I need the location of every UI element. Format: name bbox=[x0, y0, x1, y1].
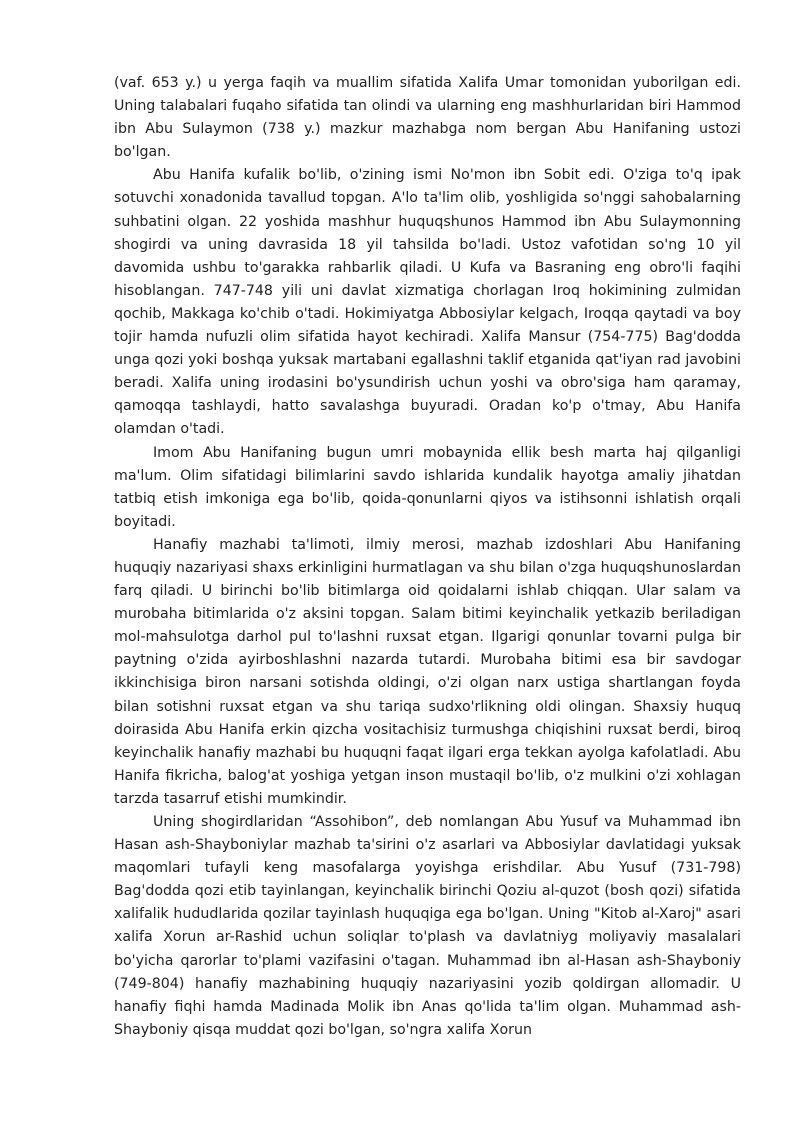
paragraph-5: Uning shogirdlaridan “Assohibon”, deb nomlangan Abu Yusuf va Muhammad ibn Hasan ash-Shayboniylar mazhab ta'sirini o'z asarlari va Abbosiylar davlatidagi yuksak maqomlari tufayli keng masofalarga yoyishga erishdilar. Abu Yusuf (731-798) Bag'dodda qozi etib tayinlangan, keyinchalik birinchi Qoziu al-quzot (bosh qozi) sifatida xalifalik hududlarida qozilar tayinlash huquqiga ega bo'lgan. Uning "Kitob al-Xaroj" asari xalifa Xorun ar-Rashid uchun soliqlar to'plash va davlatniyg moliyaviy masalalari bo'yicha qarorlar to'plami vazifasini o'tagan. Muhammad ibn al-Hasan ash-Shayboniy (749-804) hanafiy mazhabining huquqiy nazariyasini yozib qoldirgan allomadir. U hanafiy fiqhi hamda Madinada Molik ibn Anas qo'lida ta'lim olgan. Muhammad ash-Shayboniy qisqa muddat qozi bo'lgan, so'ngra xalifa Xorun bbox=[114, 814, 741, 1038]
document-body bbox=[114, 72, 741, 1042]
paragraph-2: Abu Hanifa kufalik bo'lib, o'zining ismi No'mon ibn Sobit edi. O'ziga to'q ipak sotuvchi xonadonida tavallud topgan. A'lo ta'lim olib, yoshligida so'nggi sahobalarning suhbatini olgan. 22 yoshida mashhur huquqshunos Hammod ibn Abu Sulaymonning shogirdi va uning davrasida 18 yil tahsilda bo'ladi. Ustoz vafotidan so'ng 10 yil davomida ushbu to'garakka rahbarlik qiladi. U Kufa va Basraning eng obro'li faqihi hisoblangan. 747-748 yili uni davlat xizmatiga chorlagan Iroq hokimining zulmidan qochib, Makkaga ko'chib o'tadi. Hokimiyatga Abbosiylar kelgach, Iroqqa qaytadi va boy tojir hamda nufuzli olim sifatida hayot kechiradi. Xalifa Mansur (754-775) Bag'dodda unga qozi yoki boshqa yuksak martabani egallashni taklif etganida qat'iyan rad javobini beradi. Xalifa uning irodasini bo'ysundirish uchun yoshi va obro'siga ham qaramay, qamoqqa tashlaydi, hatto savalashga buyuradi. Oradan ko'p o'tmay, Abu Hanifa olamdan o'tadi. bbox=[114, 167, 741, 438]
paragraph-4: Hanafiy mazhabi ta'limoti, ilmiy merosi, mazhab izdoshlari Abu Hanifaning huquqiy nazariyasi shaxs erkinligini hurmatlagan va shu bilan o'zga huquqshunoslardan farq qiladi. U birinchi bo'lib bitimlarga oid qoidalarni ishlab chiqqan. Ular salam va murobaha bitimlarida o'z aksini topgan. Salam bitimi keyinchalik yetkazib beriladigan mol-mahsulotga darhol pul to'lashni ruxsat etgan. Ilgarigi qonunlar tovarni pulga bir paytning o'zida ayirboshlashni nazarda tutardi. Murobaha bitimi esa bir savdogar ikkinchisiga biron narsani sotishda oldingi, o'zi olgan narx ustiga shartlangan foyda bilan sotishni ruxsat etgan va shu tariqa sudxo'rlikning oldi olingan. Shaxsiy huquq doirasida Abu Hanifa erkin qizcha vositachisiz turmushga chiqishini ruxsat berdi, biroq keyinchalik hanafiy mazhabi bu huquqni faqat ilgari erga tekkan ayolga kafolatladi. Abu Hanifa fikricha, balog'at yoshiga yetgan inson mustaqil bo'lib, o'z mulkini o'zi xohlagan tarzda tasarruf etishi mumkindir. bbox=[114, 536, 741, 807]
paragraph-3: Imom Abu Hanifaning bugun umri mobaynida ellik besh marta haj qilganligi ma'lum. Olim sifatidagi bilimlarini savdo ishlarida kundalik hayotga amaliy jihatdan tatbiq etish imkoniga ega bo'lib, qoida-qonunlarni qiyos va istihsonni ishlatish orqali boyitadi. bbox=[114, 444, 741, 530]
paragraph-1: (vaf. 653 y.) u yerga faqih va muallim sifatida Xalifa Umar tomonidan yuborilgan edi. Uning talabalari fuqaho sifatida tan olindi va ularning eng mashhurlaridan biri Hammod ibn Abu Sulaymon (738 y.) mazkur mazhabga nom bergan Abu Hanifaning ustozi bo'lgan. bbox=[114, 75, 741, 161]
